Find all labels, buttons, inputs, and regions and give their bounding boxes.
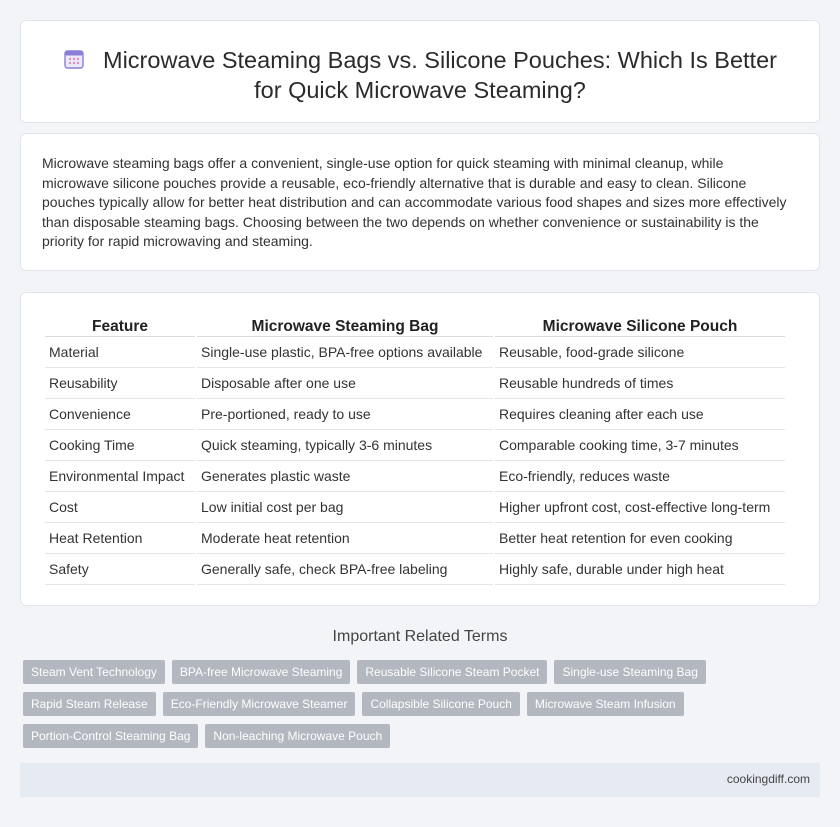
table-row <box>45 337 785 368</box>
table-header-row <box>45 315 785 337</box>
cell-silicone-pouch: Reusable hundreds of times <box>495 368 785 399</box>
comparison-card <box>20 292 820 606</box>
cell-steaming-bag: Quick steaming, typically 3-6 minutes <box>197 430 493 461</box>
related-terms-list <box>23 660 723 748</box>
cell-silicone-pouch: Reusable, food-grade silicone <box>495 337 785 368</box>
related-term-tag[interactable]: Portion-Control Steaming Bag <box>23 724 198 748</box>
cell-steaming-bag: Disposable after one use <box>197 368 493 399</box>
cell-steaming-bag: Generates plastic waste <box>197 461 493 492</box>
related-term-tag[interactable]: Reusable Silicone Steam Pocket <box>357 660 547 684</box>
comparison-table <box>43 315 787 585</box>
related-term-tag[interactable]: Eco-Friendly Microwave Steamer <box>163 692 356 716</box>
table-row <box>45 554 785 585</box>
table-row <box>45 368 785 399</box>
calendar-grid-icon <box>63 48 85 70</box>
footer <box>20 763 820 797</box>
cell-feature: Heat Retention <box>45 523 195 554</box>
related-term-tag[interactable]: BPA-free Microwave Steaming <box>172 660 351 684</box>
header-feature: Feature <box>45 315 195 337</box>
cell-silicone-pouch: Comparable cooking time, 3-7 minutes <box>495 430 785 461</box>
header-steaming-bag: Microwave Steaming Bag <box>197 315 493 337</box>
cell-steaming-bag: Moderate heat retention <box>197 523 493 554</box>
cell-feature: Reusability <box>45 368 195 399</box>
table-body <box>45 337 785 585</box>
cell-silicone-pouch: Higher upfront cost, cost-effective long-term <box>495 492 785 523</box>
table-row <box>45 492 785 523</box>
cell-silicone-pouch: Requires cleaning after each use <box>495 399 785 430</box>
related-term-tag[interactable]: Single-use Steaming Bag <box>554 660 705 684</box>
cell-steaming-bag: Low initial cost per bag <box>197 492 493 523</box>
related-term-tag[interactable]: Steam Vent Technology <box>23 660 165 684</box>
cell-feature: Cost <box>45 492 195 523</box>
related-term-tag[interactable]: Collapsible Silicone Pouch <box>362 692 519 716</box>
cell-silicone-pouch: Eco-friendly, reduces waste <box>495 461 785 492</box>
title-card <box>20 20 820 123</box>
table-row <box>45 461 785 492</box>
page-title <box>21 45 819 105</box>
cell-feature: Convenience <box>45 399 195 430</box>
title-line-1: Microwave Steaming Bags vs. Silicone Pouches: Which Is Better <box>103 47 777 73</box>
related-term-tag[interactable]: Microwave Steam Infusion <box>527 692 684 716</box>
table-row <box>45 430 785 461</box>
cell-feature: Environmental Impact <box>45 461 195 492</box>
cell-steaming-bag: Single-use plastic, BPA-free options available <box>197 337 493 368</box>
table-row <box>45 399 785 430</box>
cell-feature: Cooking Time <box>45 430 195 461</box>
header-silicone-pouch: Microwave Silicone Pouch <box>495 315 785 337</box>
cell-feature: Material <box>45 337 195 368</box>
cell-steaming-bag: Pre-portioned, ready to use <box>197 399 493 430</box>
table-row <box>45 523 785 554</box>
cell-silicone-pouch: Highly safe, durable under high heat <box>495 554 785 585</box>
cell-steaming-bag: Generally safe, check BPA-free labeling <box>197 554 493 585</box>
cell-silicone-pouch: Better heat retention for even cooking <box>495 523 785 554</box>
related-term-tag[interactable]: Rapid Steam Release <box>23 692 156 716</box>
title-line-2: for Quick Microwave Steaming? <box>254 77 586 103</box>
related-term-tag[interactable]: Non-leaching Microwave Pouch <box>205 724 390 748</box>
intro-card <box>20 133 820 271</box>
footer-site-link[interactable]: cookingdiff.com <box>726 772 810 786</box>
related-terms-heading: Important Related Terms <box>332 628 508 645</box>
cell-feature: Safety <box>45 554 195 585</box>
intro-paragraph: Microwave steaming bags offer a convenient, single-use option for quick steaming with minimal cleanup, while microwave silicone pouches provide a reusable, eco-friendly alternative that is durable and easy to clean. Silicone pouches typically allow for better heat distribution and can accommodate various food shapes and sizes more effectively than disposable steaming bags. Choosing between the two depends on whether convenience or sustainability is the priority for rapid microwaving and steaming. <box>42 155 787 249</box>
